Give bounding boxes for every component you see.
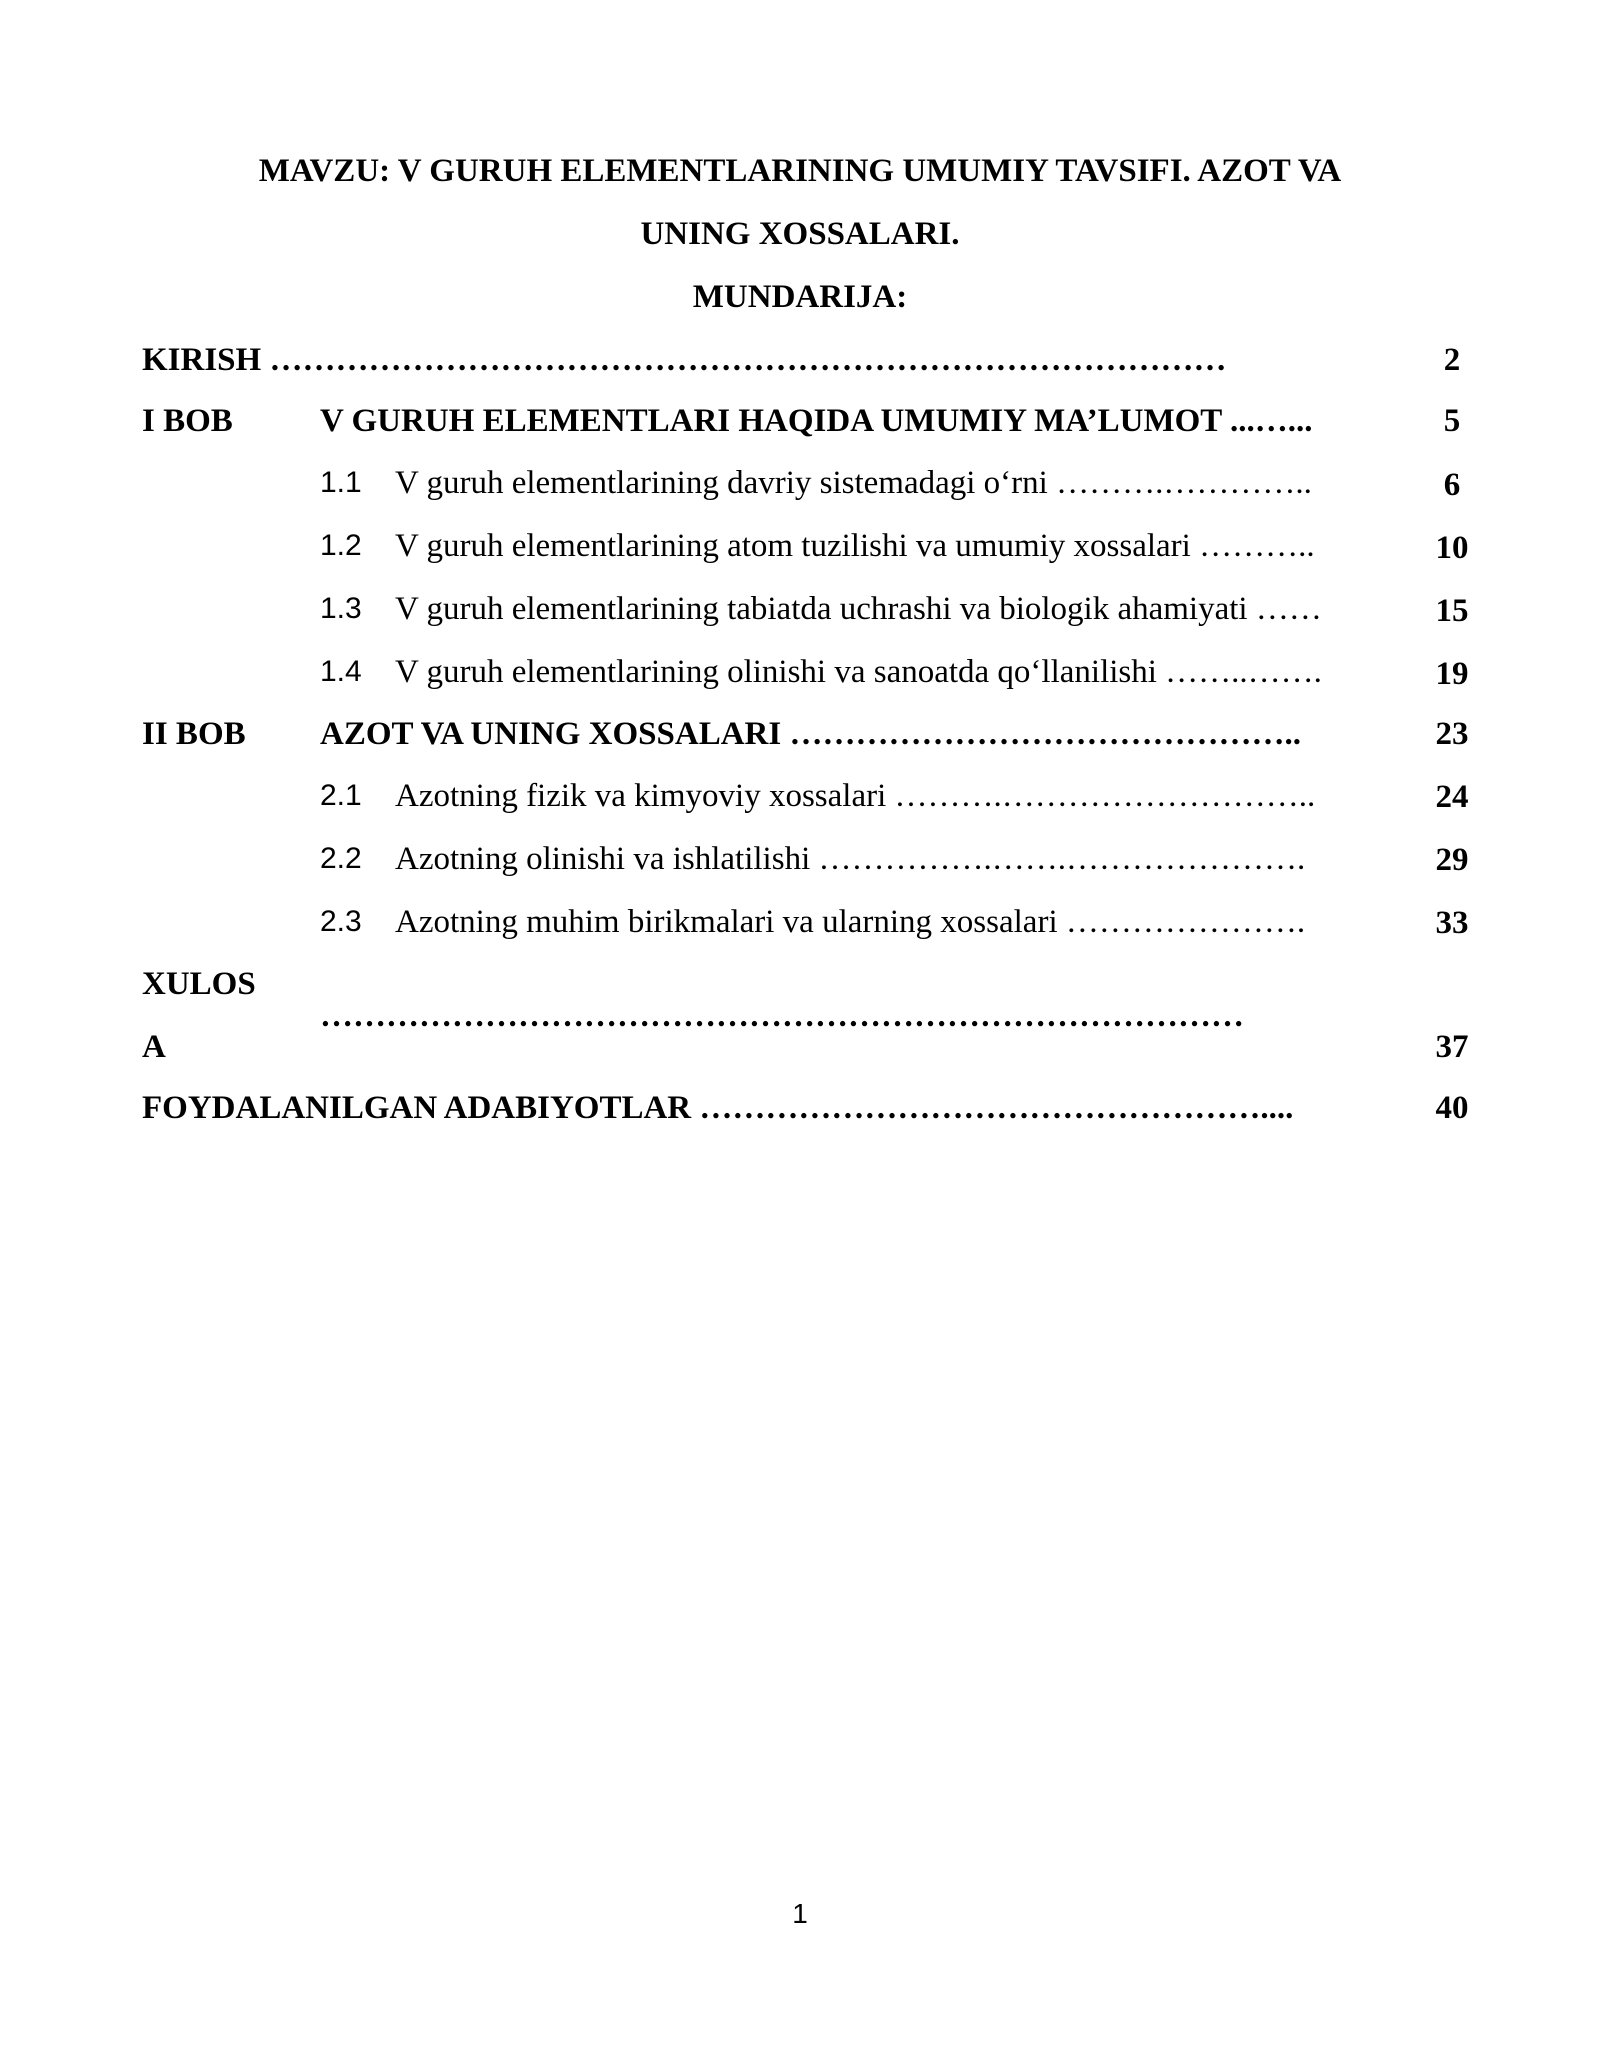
toc-chapter-label-1: I BOB [142,403,233,439]
toc-section-page: 6 [1443,467,1461,503]
toc-section-title: Azotning muhim birikmalari va ularning xossalari …………………. [395,904,1306,940]
toc-section-number: 2.2 [320,842,362,875]
toc-page-xulosa: 37 [1435,1029,1469,1065]
toc-entry-xulosa-line2: A [142,1029,166,1065]
toc-section-title: V guruh elementlarining davriy sistemadagi oʻrni ……….………….. [395,465,1312,501]
toc-chapter-label-2: II BOB [142,716,246,752]
document-title-line2: UNING XOSSALARI. [640,216,960,252]
toc-section-number: 1.1 [320,466,362,499]
document-title-line1: MAVZU: V GURUH ELEMENTLARINING UMUMIY TAVSIFI. AZOT VA [258,153,1342,189]
toc-page-kirish: 2 [1443,342,1461,378]
toc-heading: MUNDARIJA: [692,279,908,315]
toc-section-number: 1.4 [320,655,362,688]
toc-section-title: Azotning olinishi va ishlatilishi …………….…….…………………. [395,841,1306,877]
toc-page-chapter-2: 23 [1435,716,1469,752]
toc-chapter-title-1: V GURUH ELEMENTLARI HAQIDA UMUMIY MA’LUMOT ...…... [320,403,1313,439]
toc-entry-xulosa-dots: ………………………………………………………………………… [320,998,1244,1034]
toc-section-number: 2.1 [320,779,362,812]
toc-entry-xulosa-line1: XULOS [142,966,256,1002]
toc-section-page: 15 [1435,593,1469,629]
toc-section-number: 1.3 [320,592,362,625]
toc-page-adabiyotlar: 40 [1435,1090,1469,1126]
page-number: 1 [792,1898,808,1929]
toc-section-page: 10 [1435,530,1469,566]
toc-section-number: 2.3 [320,905,362,938]
toc-section-title: Azotning fizik va kimyoviy xossalari ……….……………………….. [395,778,1316,814]
toc-page-chapter-1: 5 [1443,403,1461,439]
toc-section-page: 19 [1435,656,1469,692]
toc-section-page: 29 [1435,842,1469,878]
toc-section-title: V guruh elementlarining olinishi va sanoatda qoʻllanilishi ……..……. [395,654,1322,690]
toc-section-page: 33 [1435,905,1469,941]
toc-section-title: V guruh elementlarining tabiatda uchrashi va biologik ahamiyati …… [395,591,1322,627]
toc-section-title: V guruh elementlarining atom tuzilishi va umumiy xossalari ……….. [395,528,1315,564]
toc-chapter-title-2: AZOT VA UNING XOSSALARI ……………………………………….. [320,716,1301,752]
toc-entry-kirish: KIRISH …………………………………………………………………………… [142,342,1227,378]
toc-section-page: 24 [1435,779,1469,815]
toc-section-number: 1.2 [320,529,362,562]
toc-entry-adabiyotlar: FOYDALANILGAN ADABIYOTLAR …………………………………………….... [142,1090,1294,1126]
